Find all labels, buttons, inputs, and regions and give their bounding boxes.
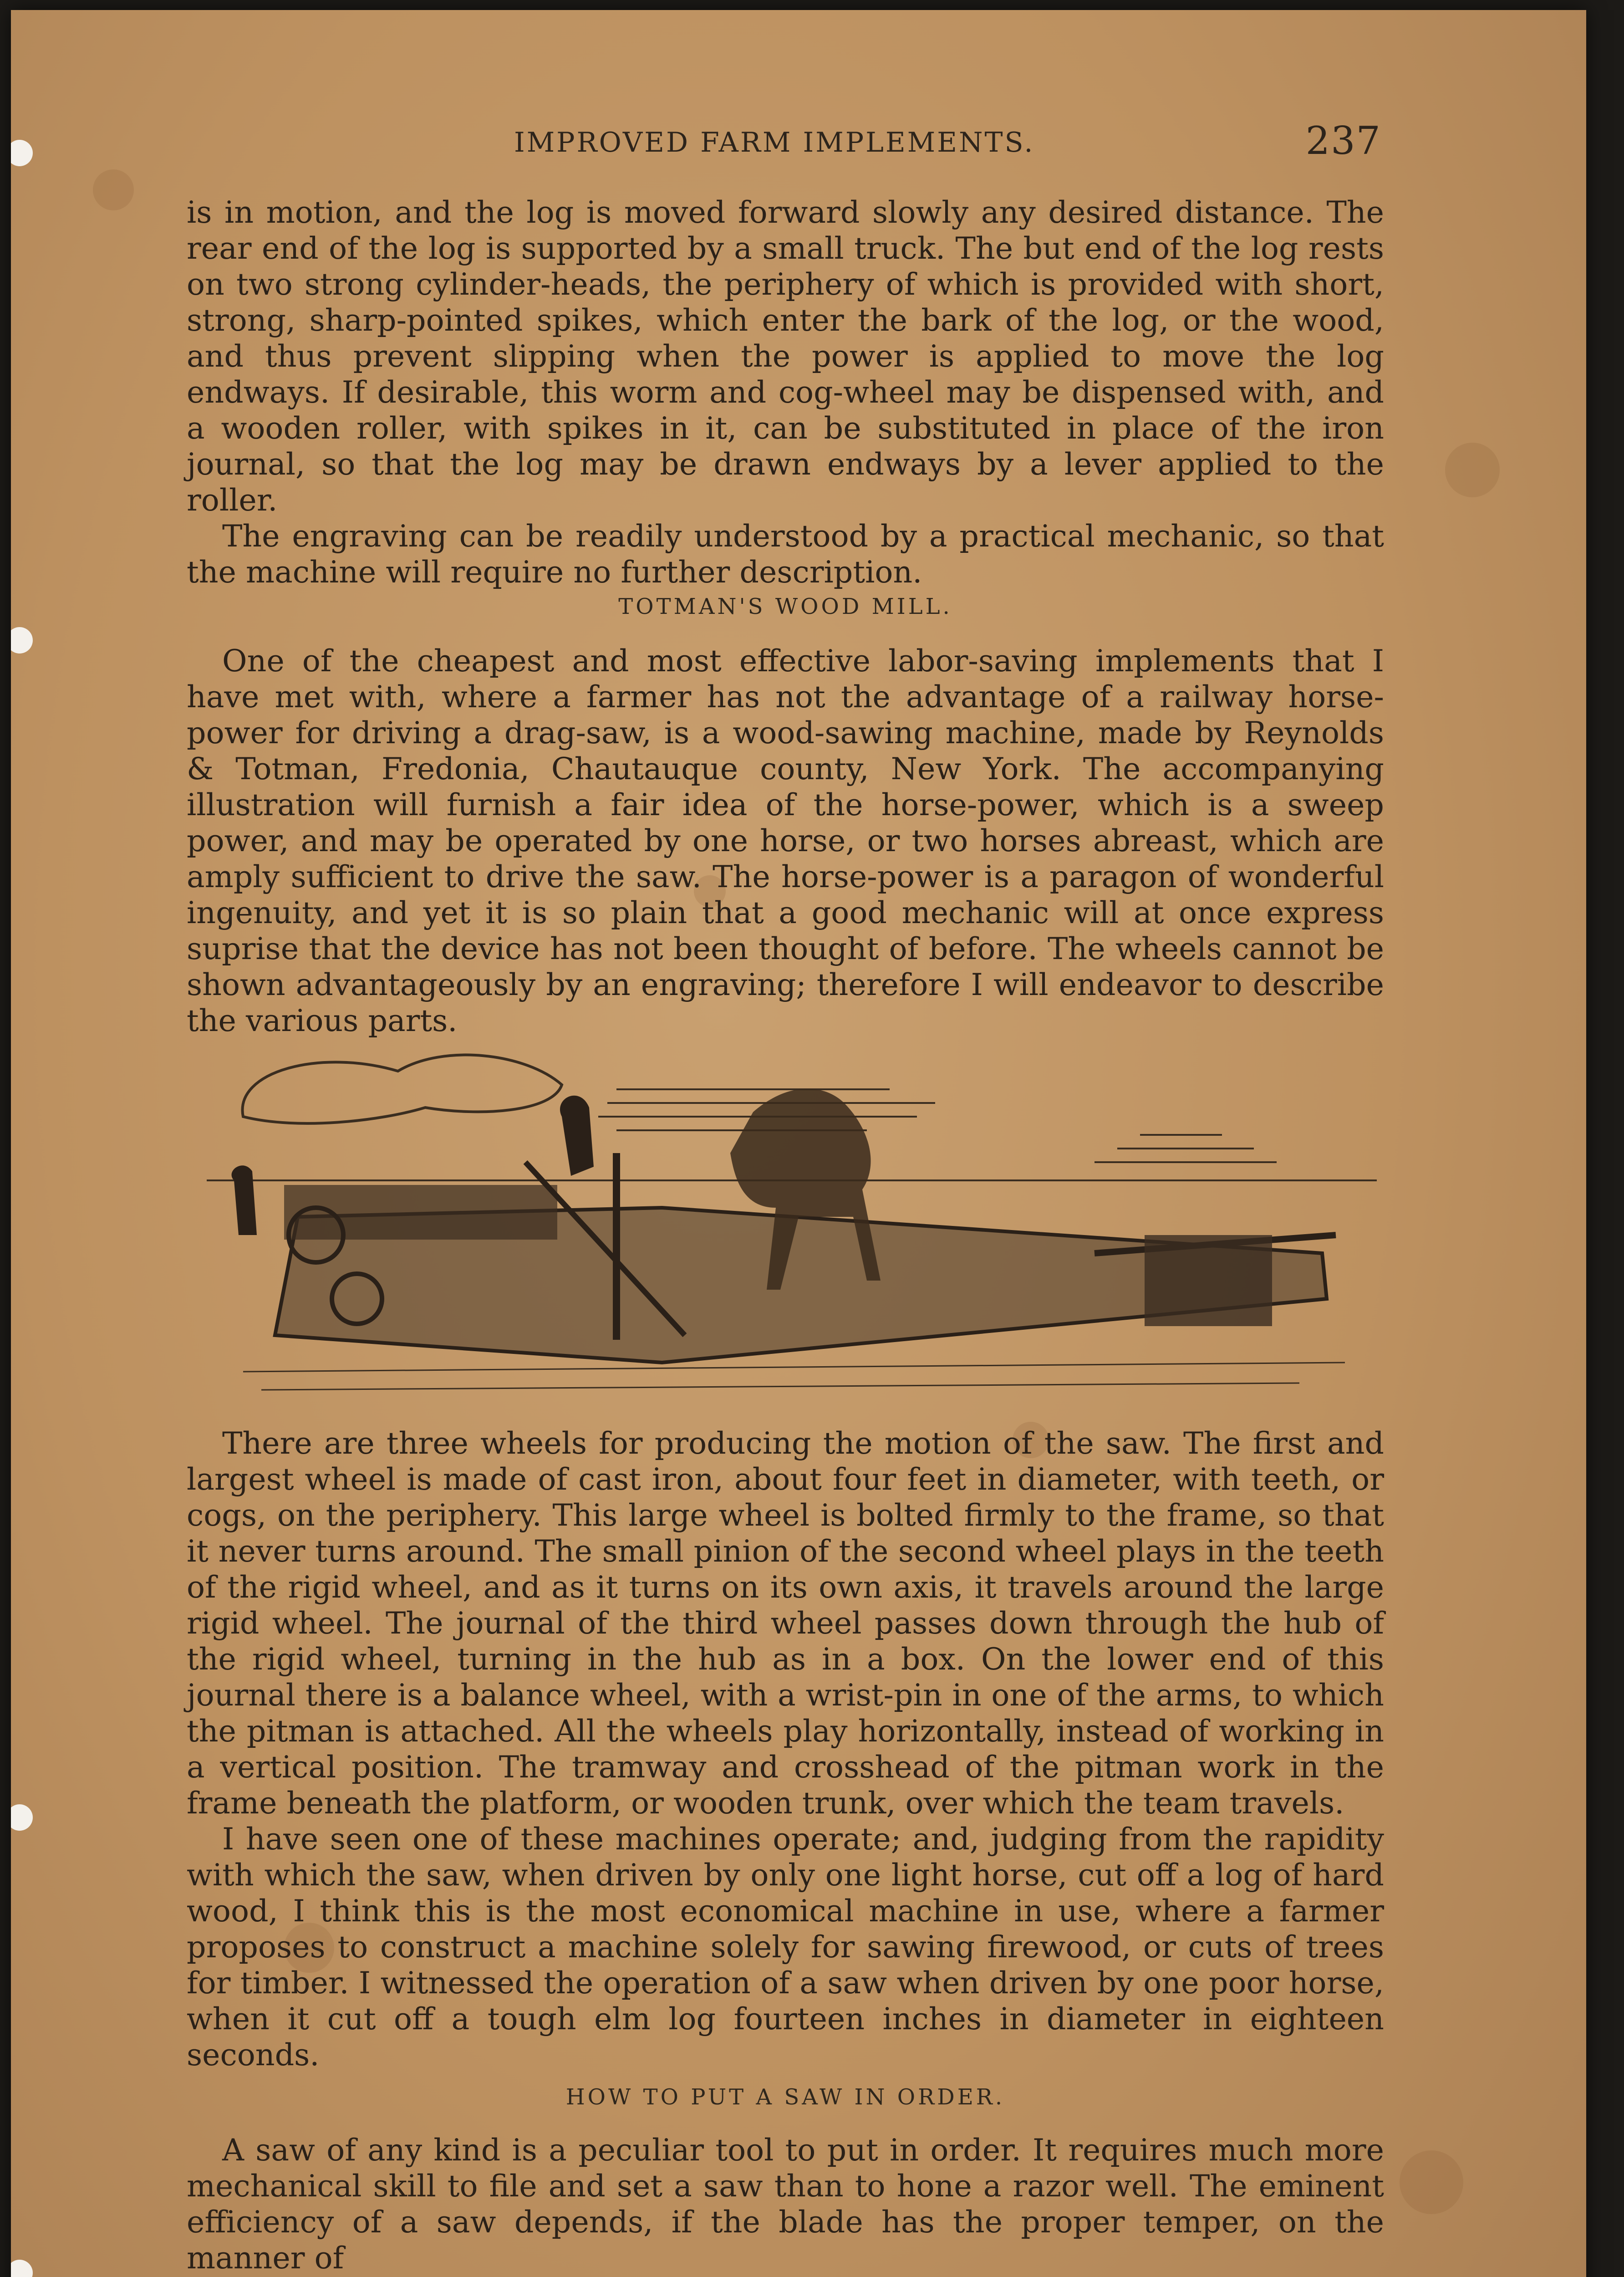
- binding-hole: [11, 2260, 33, 2277]
- stain: [1445, 443, 1500, 497]
- paragraph: The engraving can be readily understood by a practical mechanic, so that the machine will require no further description.: [187, 518, 1384, 590]
- stain: [93, 169, 134, 210]
- text-block-totman: [187, 643, 1384, 1039]
- page-number: 237: [1305, 118, 1381, 163]
- paragraph: There are three wheels for producing the motion of the saw. The first and largest wheel is made of cast iron, about four feet in diameter, with teeth, or cogs, on the periphery. This large wheel is bolted firmly to the frame, so that it never turns around. The small pinion of the second wheel plays in the teeth of the rigid wheel, and as it turns on its own axis, it travels around the large rigid wheel. The journal of the third wheel passes down through the hub of the rigid wheel, turning in the hub as in a box. On the lower end of this journal there is a balance wheel, with a wrist-pin in one of the arms, to which the pitman is attached. All the wheels play horizontally, instead of working in a vertical position. The tramway and crosshead of the pitman work in the frame beneath the platform, or wooden trunk, over which the team travels.: [187, 1425, 1384, 1821]
- text-block-top: [187, 194, 1384, 590]
- binding-hole: [11, 627, 33, 653]
- stain: [1400, 2150, 1463, 2214]
- book-page: [11, 10, 1586, 2277]
- running-title: IMPROVED FARM IMPLEMENTS.: [514, 127, 1035, 158]
- binding-hole: [11, 1804, 33, 1831]
- text-block-wheels: [187, 1425, 1384, 2073]
- section-heading-totman: TOTMAN'S WOOD MILL.: [618, 594, 952, 619]
- binding-hole: [11, 140, 33, 166]
- paragraph: A saw of any kind is a peculiar tool to put in order. It requires much more mechanical skill to file and set a saw than to hone a razor well. The eminent efficiency of a saw depends, if the blade has the proper temper, on the manner of: [187, 2132, 1384, 2276]
- paragraph: One of the cheapest and most effective labor-saving implements that I have met with, where a farmer has not the advantage of a railway horse-power for driving a drag-saw, is a wood-sawing machine, made by Reynolds & Totman, Fredonia, Chautauque county, New York. The accompanying illustration will furnish a fair idea of the horse-power, which is a sweep power, and may be operated by one horse, or two horses abreast, which are amply sufficient to drive the saw. The horse-power is a paragon of wonderful ingenuity, and yet it is so plain that a good mechanic will at once express suprise that the device has not been thought of before. The wheels cannot be shown advantageously by an engraving; therefore I will endeavor to describe the various parts.: [187, 643, 1384, 1038]
- text-block-saw: [187, 2132, 1384, 2276]
- paragraph: is in motion, and the log is moved forward slowly any desired distance. The rear end of the log is supported by a small truck. The but end of the log rests on two strong cylinder-heads, the periphery of which is provided with short, strong, sharp-pointed spikes, which enter the bark of the log, or the wood, and thus prevent slipping when the power is applied to move the log endways. If desirable, this worm and cog-wheel may be dispensed with, and a wooden roller, with spikes in it, can be substituted in place of the iron journal, so that the log may be drawn endways by a lever applied to the roller.: [187, 194, 1384, 518]
- paragraph: I have seen one of these machines operate; and, judging from the rapidity with which the saw, when driven by only one light horse, cut off a log of hard wood, I think this is the most economical machine in use, where a farmer proposes to construct a machine solely for sawing firewood, or cuts of trees for timber. I witnessed the operation of a saw when driven by one poor horse, when it cut off a tough elm log fourteen inches in diameter in eighteen seconds.: [187, 1821, 1384, 2073]
- section-heading-saw: HOW TO PUT A SAW IN ORDER.: [565, 2084, 1005, 2110]
- wood-mill-engraving: [207, 1044, 1377, 1408]
- page-header: [191, 118, 1381, 164]
